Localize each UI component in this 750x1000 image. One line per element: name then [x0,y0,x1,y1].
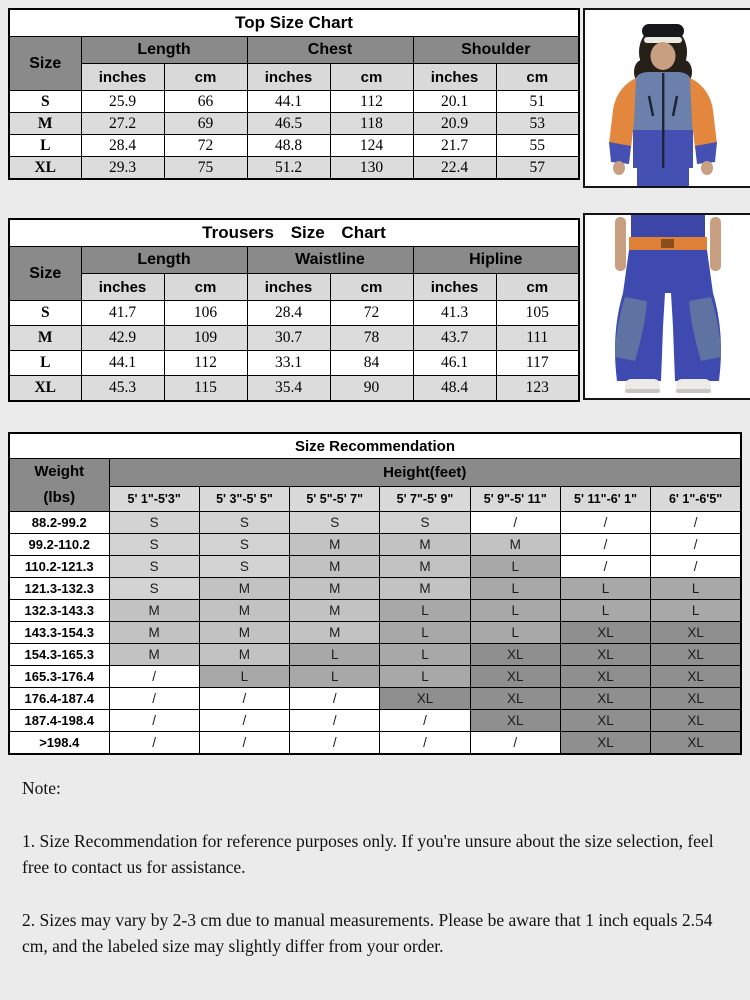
recommended-size-cell: / [199,732,289,755]
height-range-header: 5' 7"-5' 9" [380,486,470,511]
recommended-size-cell: L [560,578,650,600]
weight-header-line1: Weight [34,463,85,480]
measurement-cell: 44.1 [81,351,164,376]
recommended-size-cell: L [380,644,470,666]
table-row [9,666,741,688]
recommended-size-cell: XL [651,644,741,666]
measurement-cell: 115 [164,376,247,402]
jacket-photo [583,8,750,188]
length-group-header: Length [81,37,247,64]
measurement-cell: 22.4 [413,157,496,180]
unit-header: inches [247,64,330,91]
recommended-size-cell: L [470,556,560,578]
recommended-size-cell: S [199,556,289,578]
recommended-size-cell: / [109,732,199,755]
recommended-size-cell: XL [651,710,741,732]
weight-range-label: 132.3-143.3 [9,600,109,622]
unit-header: cm [330,64,413,91]
table-row [9,326,579,351]
weight-range-label: 99.2-110.2 [9,534,109,556]
unit-header: cm [164,274,247,301]
size-row-label: S [9,91,81,113]
recommended-size-cell: M [109,600,199,622]
recommended-size-cell: S [109,534,199,556]
weight-range-label: 165.3-176.4 [9,666,109,688]
note-item-2: 2. Sizes may vary by 2-3 cm due to manual measurements. Please be aware that 1 inch equals 2.54 cm, and the labeled size may slightly differ from your order. [22,909,713,957]
recommended-size-cell: / [470,512,560,534]
recommended-size-cell: S [109,512,199,534]
recommended-size-cell: / [651,534,741,556]
recommended-size-cell: XL [560,644,650,666]
size-row-label: L [9,135,81,157]
size-row-label: L [9,351,81,376]
measurement-cell: 105 [496,301,579,326]
recommended-size-cell: / [560,556,650,578]
recommended-size-cell: XL [470,710,560,732]
recommended-size-cell: M [290,622,380,644]
unit-header-row [9,64,579,91]
measurement-cell: 55 [496,135,579,157]
size-recommendation-chart [8,432,742,755]
weight-range-label: 154.3-165.3 [9,644,109,666]
weight-header-line2: (lbs) [43,489,76,506]
measurement-cell: 78 [330,326,413,351]
height-header-row [9,459,741,487]
recommended-size-cell: S [380,512,470,534]
recommended-size-cell: XL [560,622,650,644]
recommended-size-cell: L [290,666,380,688]
measurement-cell: 75 [164,157,247,180]
table-row [9,376,579,402]
measurement-cell: 42.9 [81,326,164,351]
recommended-size-cell: S [199,534,289,556]
size-row-label: M [9,326,81,351]
recommended-size-cell: / [470,732,560,755]
table-title-row [9,9,579,37]
recommended-size-cell: XL [651,732,741,755]
measurement-cell: 123 [496,376,579,402]
note-section [22,775,726,960]
table-row [9,688,741,710]
trousers-size-chart-title: Trousers Size Chart [9,219,579,247]
unit-header-row [9,274,579,301]
measurement-cell: 69 [164,113,247,135]
chest-group-header: Chest [247,37,413,64]
height-range-header: 5' 5"-5' 7" [290,486,380,511]
recommended-size-cell: L [651,578,741,600]
recommended-size-cell: XL [470,688,560,710]
waistline-group-header: Waistline [247,247,413,274]
measurement-cell: 109 [164,326,247,351]
measurement-cell: 66 [164,91,247,113]
measurement-cell: 27.2 [81,113,164,135]
hipline-group-header: Hipline [413,247,579,274]
table-row [9,301,579,326]
recommended-size-cell: M [290,578,380,600]
table-row [9,351,579,376]
height-range-header: 5' 9"-5' 11" [470,486,560,511]
measurement-cell: 90 [330,376,413,402]
measurement-cell: 51 [496,91,579,113]
recommended-size-cell: M [290,534,380,556]
recommended-size-cell: / [380,710,470,732]
measurement-cell: 41.7 [81,301,164,326]
size-row-label: XL [9,376,81,402]
table-row [9,113,579,135]
weight-range-label: 187.4-198.4 [9,710,109,732]
table-title-row [9,433,741,459]
recommended-size-cell: M [199,644,289,666]
measurement-cell: 53 [496,113,579,135]
measurement-cell: 21.7 [413,135,496,157]
recommended-size-cell: XL [470,644,560,666]
recommended-size-cell: XL [651,688,741,710]
measurement-cell: 118 [330,113,413,135]
table-row [9,578,741,600]
recommended-size-cell: XL [470,666,560,688]
recommended-size-cell: XL [380,688,470,710]
unit-header: inches [413,274,496,301]
unit-header: inches [81,274,164,301]
recommended-size-cell: / [109,688,199,710]
measurement-cell: 20.1 [413,91,496,113]
recommended-size-cell: M [109,622,199,644]
measurement-cell: 29.3 [81,157,164,180]
recommended-size-cell: / [109,710,199,732]
recommended-size-cell: M [380,578,470,600]
unit-header: cm [496,274,579,301]
recommended-size-cell: S [109,578,199,600]
measurement-cell: 46.1 [413,351,496,376]
measurement-cell: 28.4 [247,301,330,326]
table-row [9,600,741,622]
measurement-cell: 44.1 [247,91,330,113]
recommended-size-cell: L [380,622,470,644]
recommended-size-cell: L [380,600,470,622]
measurement-cell: 117 [496,351,579,376]
recommended-size-cell: S [109,556,199,578]
size-row-label: XL [9,157,81,180]
unit-header: inches [81,64,164,91]
recommended-size-cell: M [199,600,289,622]
shoulder-group-header: Shoulder [413,37,579,64]
measurement-cell: 48.4 [413,376,496,402]
table-row [9,622,741,644]
recommended-size-cell: XL [651,666,741,688]
weight-range-label: >198.4 [9,732,109,755]
recommended-size-cell: XL [560,666,650,688]
recommended-size-cell: M [199,622,289,644]
recommended-size-cell: M [109,644,199,666]
recommended-size-cell: / [290,732,380,755]
measurement-cell: 25.9 [81,91,164,113]
height-group-header: Height(feet) [109,459,741,487]
table-row [9,135,579,157]
size-row-label: S [9,301,81,326]
measurement-cell: 45.3 [81,376,164,402]
recommended-size-cell: L [470,622,560,644]
recommended-size-cell: / [380,732,470,755]
length-group-header: Length [81,247,247,274]
height-range-header: 5' 1"-5'3" [109,486,199,511]
weight-range-label: 176.4-187.4 [9,688,109,710]
table-row [9,732,741,755]
unit-header: cm [164,64,247,91]
jacket-illustration [585,10,750,186]
unit-header: inches [413,64,496,91]
recommended-size-cell: XL [560,732,650,755]
weight-range-label: 88.2-99.2 [9,512,109,534]
measurement-cell: 30.7 [247,326,330,351]
trousers-illustration [585,215,750,398]
recommended-size-cell: S [290,512,380,534]
unit-header: cm [330,274,413,301]
table-title-row [9,219,579,247]
measurement-cell: 43.7 [413,326,496,351]
recommended-size-cell: / [199,688,289,710]
unit-header: inches [247,274,330,301]
measurement-cell: 112 [330,91,413,113]
weight-column-header [9,459,109,512]
recommended-size-cell: / [199,710,289,732]
recommended-size-cell: M [290,556,380,578]
note-heading: Note: [22,778,61,798]
measurement-cell: 106 [164,301,247,326]
recommended-size-cell: / [560,534,650,556]
height-range-header: 6' 1"-6'5" [651,486,741,511]
recommended-size-cell: M [380,556,470,578]
measurement-cell: 124 [330,135,413,157]
recommended-size-cell: / [560,512,650,534]
recommended-size-cell: S [199,512,289,534]
recommended-size-cell: L [470,578,560,600]
measurement-cell: 33.1 [247,351,330,376]
top-size-chart-title: Top Size Chart [9,9,579,37]
measurement-cell: 48.8 [247,135,330,157]
recommended-size-cell: L [560,600,650,622]
recommended-size-cell: / [290,710,380,732]
recommended-size-cell: L [651,600,741,622]
height-range-row [9,486,741,511]
table-row [9,534,741,556]
recommended-size-cell: M [380,534,470,556]
note-item-1: 1. Size Recommendation for reference purposes only. If you're unsure about the size selection, feel free to contact us for assistance. [22,830,714,878]
size-recommendation-title: Size Recommendation [9,433,741,459]
weight-range-label: 121.3-132.3 [9,578,109,600]
recommended-size-cell: XL [560,710,650,732]
measurement-cell: 41.3 [413,301,496,326]
recommended-size-cell: L [290,644,380,666]
goggles-icon [642,24,684,38]
measurement-cell: 112 [164,351,247,376]
group-header-row [9,247,579,274]
measurement-cell: 20.9 [413,113,496,135]
measurement-cell: 35.4 [247,376,330,402]
recommended-size-cell: M [199,578,289,600]
unit-header: cm [496,64,579,91]
group-header-row [9,37,579,64]
table-row [9,644,741,666]
measurement-cell: 130 [330,157,413,180]
recommended-size-cell: XL [651,622,741,644]
recommended-size-cell: M [470,534,560,556]
recommended-size-cell: L [470,600,560,622]
trousers-size-chart [8,218,580,402]
size-column-header: Size [9,37,81,91]
table-row [9,556,741,578]
measurement-cell: 28.4 [81,135,164,157]
measurement-cell: 72 [164,135,247,157]
size-row-label: M [9,113,81,135]
measurement-cell: 111 [496,326,579,351]
measurement-cell: 51.2 [247,157,330,180]
measurement-cell: 46.5 [247,113,330,135]
table-row [9,512,741,534]
recommended-size-cell: / [109,666,199,688]
measurement-cell: 57 [496,157,579,180]
measurement-cell: 84 [330,351,413,376]
recommended-size-cell: L [380,666,470,688]
recommended-size-cell: L [199,666,289,688]
height-range-header: 5' 11"-6' 1" [560,486,650,511]
measurement-cell: 72 [330,301,413,326]
weight-range-label: 110.2-121.3 [9,556,109,578]
height-range-header: 5' 3"-5' 5" [199,486,289,511]
recommended-size-cell: / [290,688,380,710]
table-row [9,710,741,732]
table-row [9,91,579,113]
recommended-size-cell: / [651,512,741,534]
size-column-header: Size [9,247,81,301]
recommended-size-cell: / [651,556,741,578]
table-row [9,157,579,180]
recommended-size-cell: M [290,600,380,622]
recommended-size-cell: XL [560,688,650,710]
trousers-photo [583,213,750,400]
weight-range-label: 143.3-154.3 [9,622,109,644]
top-size-chart [8,8,580,180]
